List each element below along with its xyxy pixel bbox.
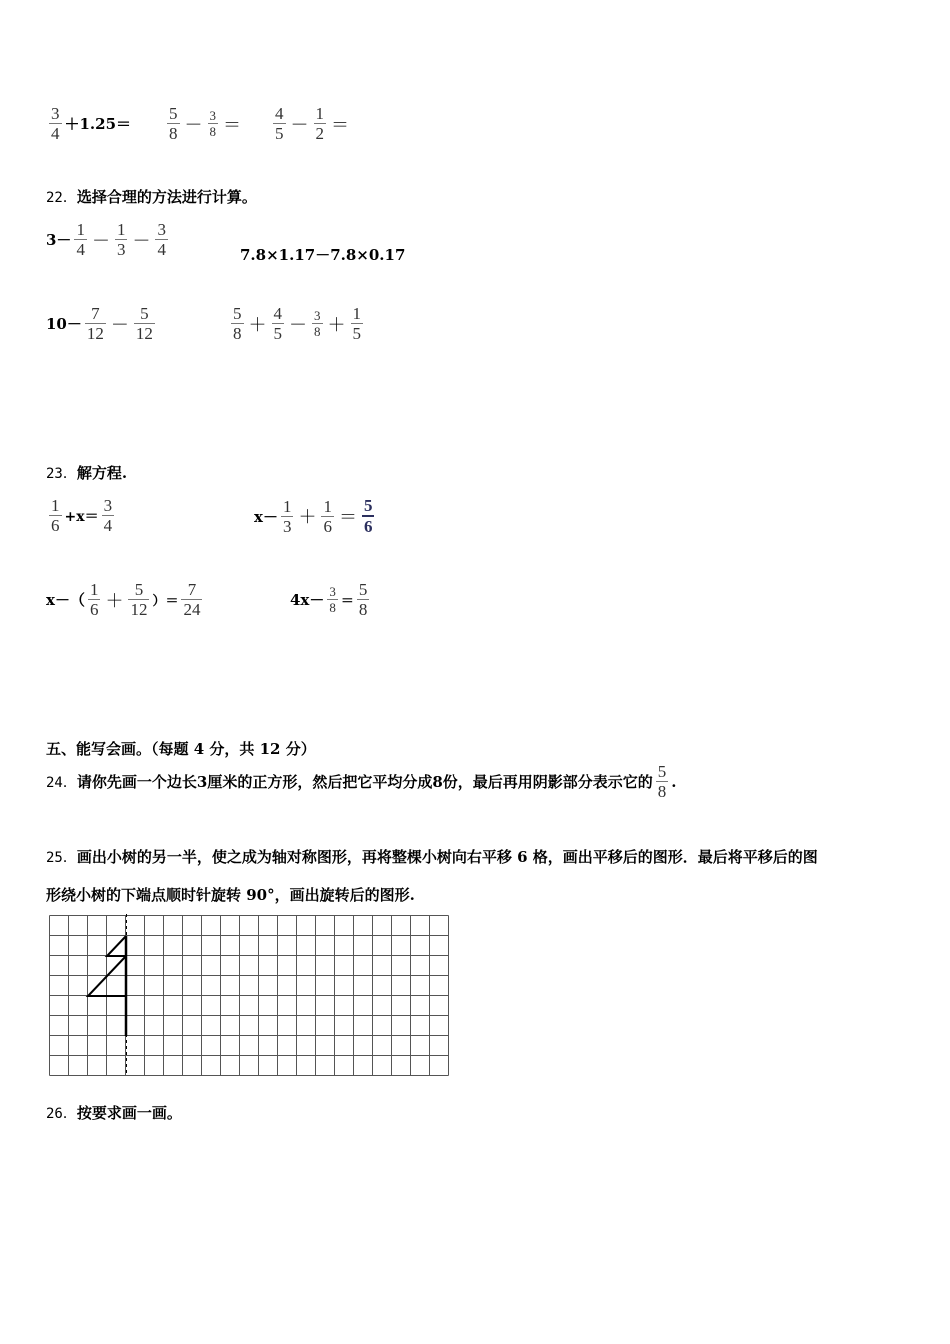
operator: ＋ (248, 314, 267, 336)
q23-equation-4 (290, 580, 372, 619)
fraction: $\frac{1}{4}$ (76, 220, 85, 259)
operator: ＋ (298, 507, 317, 528)
operator: － (289, 314, 307, 336)
question-text: 形绕小树的下端点顺时针旋转 (46, 886, 247, 904)
value-text: 8 (432, 772, 443, 791)
fraction: $\frac{1}{5}$ (352, 304, 361, 343)
q22-problem-3 (46, 304, 158, 343)
expression-text: +x＝ (64, 508, 99, 525)
fraction: $\frac{5}{8}$ (169, 104, 178, 143)
fraction: $\frac{1}{6}$ (323, 496, 332, 536)
question-25-line-2 (46, 884, 415, 905)
question-number: 22． (46, 190, 77, 206)
value-text: 3 (196, 772, 208, 791)
question-number: 23． (46, 466, 77, 482)
fraction: $\frac{1}{6}$ (89, 580, 99, 619)
fraction: $\frac{3}{8}$ (329, 584, 336, 615)
value-text: 90° (246, 886, 275, 904)
operator: － (132, 230, 151, 252)
question-text: 厘米的正方形，然后把它平均分成 (207, 773, 433, 791)
fraction: $\frac{5}{12}$ (135, 304, 153, 343)
tree-top-branch (107, 936, 126, 956)
q23-equation-3 (46, 580, 205, 619)
fraction: $\frac{1}{6}$ (51, 496, 60, 535)
fraction: $\frac{5}{8}$ (233, 304, 242, 343)
lead-text: 10－ (46, 315, 82, 333)
question-text: 格，画出平移后的图形．最后将平移后的图 (527, 848, 818, 866)
equals: ＝ (340, 594, 354, 609)
fraction: $\frac{4}{5}$ (273, 304, 282, 343)
fraction: $\frac{7}{12}$ (86, 304, 104, 343)
question-number: 26． (46, 1106, 77, 1122)
question-text: 选择合理的方法进行计算。 (76, 188, 257, 206)
fraction: $\frac{1}{3}$ (116, 220, 126, 259)
operator: － (290, 114, 309, 136)
fraction: $\frac{5}{12}$ (130, 580, 148, 619)
top-problem-1 (46, 104, 131, 143)
equals: ＝ (223, 114, 241, 136)
top-problem-2 (164, 104, 243, 143)
question-text: 按要求画一画。 (76, 1104, 182, 1122)
question-24 (46, 762, 677, 801)
equals: ＝ (331, 114, 349, 136)
equals: ＝ (338, 507, 357, 528)
question-25-line-1 (46, 846, 818, 867)
question-text: ，画出旋转后的图形. (274, 886, 415, 904)
fraction: $\frac{5}{8}$ (657, 762, 667, 801)
fraction: $\frac{4}{5}$ (275, 104, 284, 143)
operator: － (91, 230, 110, 252)
operator: ＋ (105, 590, 124, 612)
q22-problem-2 (240, 244, 405, 265)
fraction: $\frac{3}{4}$ (157, 220, 166, 259)
question-text: 画出小树的另一半，使之成为轴对称图形，再将整棵小树向右平移 (76, 848, 518, 866)
lead-text: x－ (254, 507, 278, 526)
top-problem-3 (270, 104, 351, 143)
operator: － (110, 314, 129, 336)
fraction: $\frac{3}{8}$ (314, 308, 321, 339)
question-number: 24． (46, 774, 77, 791)
fraction: $\frac{7}{24}$ (183, 580, 201, 619)
fraction: $\frac{1}{3}$ (282, 496, 292, 536)
section-title: 五、能写会画。（每题 4 分，共 12 分） (46, 740, 316, 758)
fraction: $\frac{3}{4}$ (51, 104, 60, 143)
question-number: 25． (46, 850, 77, 866)
question-23 (46, 462, 127, 483)
q23-equation-1 (46, 496, 117, 535)
expression-text: ）＝ (152, 594, 179, 609)
fraction: $\frac{1}{2}$ (315, 104, 324, 143)
question-text: 请你先画一个边长 (76, 773, 197, 791)
question-text: 份，最后再用阴影部分表示它的 (442, 773, 653, 791)
q23-equation-2 (254, 496, 377, 536)
lead-text: 4x－ (290, 591, 325, 609)
q22-problem-1 (46, 220, 171, 259)
question-22 (46, 186, 257, 207)
lead-text: x－（ (46, 591, 85, 609)
fraction: $\frac{3}{4}$ (103, 496, 113, 535)
question-26 (46, 1102, 182, 1123)
q22-problem-4 (228, 304, 366, 343)
fraction: $\frac{3}{8}$ (209, 108, 216, 139)
operator: － (184, 114, 203, 136)
question-text: 解方程. (76, 464, 128, 482)
value-text: 6 (517, 848, 528, 866)
lead-text: 3－ (46, 231, 72, 249)
expression-text: ＋1.25＝ (64, 115, 132, 133)
operator: ＋ (327, 314, 346, 336)
expression-text: 7.8×1.17－7.8×0.17 (240, 246, 406, 264)
fraction: $\frac{5}{8}$ (358, 580, 368, 619)
end-punctuation: . (671, 772, 677, 791)
fraction: $\frac{5}{6}$ (363, 496, 373, 536)
drawing-grid[interactable] (48, 914, 454, 1078)
